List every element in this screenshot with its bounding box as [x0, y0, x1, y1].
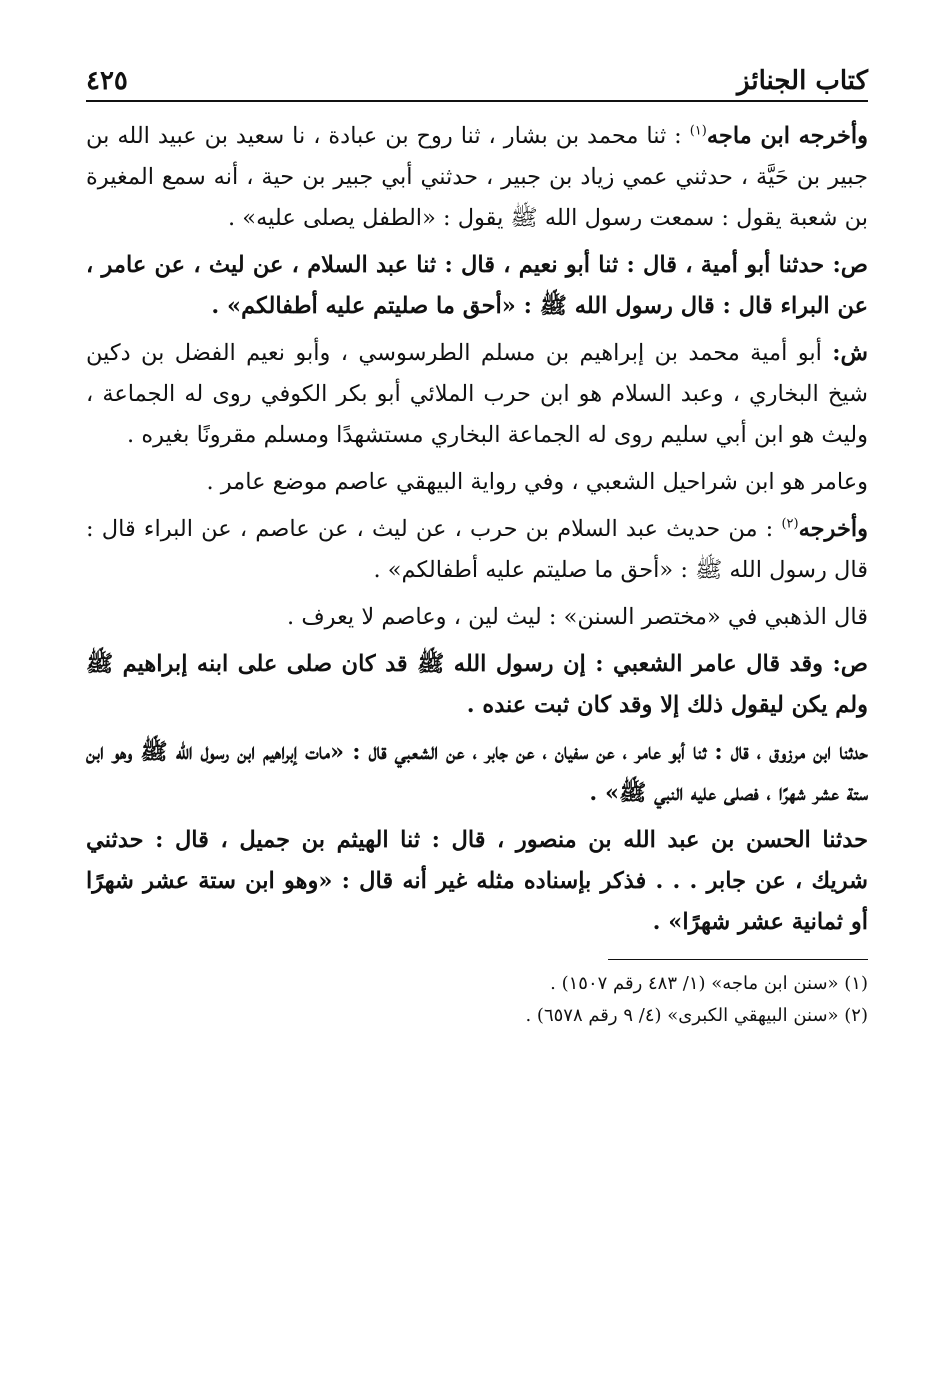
paragraph-ibn-majah [86, 116, 868, 239]
footnote-ref: (٢) [781, 516, 799, 532]
page-header [86, 56, 868, 102]
paragraph-lead: ش: [832, 340, 868, 366]
paragraph-akhrajahu [86, 509, 868, 591]
chapter-title: كتاب الجنائز [737, 66, 868, 96]
footnote-2: (٢) «سنن البيهقي الكبرى» (٤/ ٩ رقم ٦٥٧٨) . [525, 1005, 868, 1026]
paragraph-lead: وأخرجه ابن ماجه [706, 123, 868, 149]
paragraph-lead: وأخرجه [798, 516, 868, 542]
page-number: ٤٢٥ [86, 66, 128, 96]
paragraph-text: : من حديث عبد السلام بن حرب ، عن ليث ، عن عاصم ، عن البراء قال : قال رسول الله ﷺ : «أحق ما صليتم عليه أطفالكم» . [86, 516, 868, 583]
book-page [86, 56, 868, 1346]
paragraph-sad-2: ص: وقد قال عامر الشعبي : إن رسول الله ﷺ قد كان صلى على ابنه إبراهيم ﷺ ولم يكن ليقول ذلك إلا وقد كان ثبت عنده . [86, 651, 868, 718]
paragraph-ibn-marzuq: حدثنا ابن مرزوق ، قال : ثنا أبو عامر ، عن سفيان ، عن جابر ، عن الشعبي قال : «مات إبراهيم ابن رسول الله ﷺ وهو ابن ستة عشر شهرًا ، فصلى عليه النبي ﷺ» . [86, 739, 868, 806]
footnote-1: (١) «سنن ابن ماجه» (١/ ٤٨٣ رقم ١٥٠٧) . [550, 973, 868, 994]
paragraph-sad-1: ص: حدثنا أبو أمية ، قال : ثنا أبو نعيم ، قال : ثنا عبد السلام ، عن ليث ، عن عامر ، عن البراء قال : قال رسول الله ﷺ : «أحق ما صليتم عليه أطفالكم» . [86, 252, 868, 319]
paragraph-text: : ثنا محمد بن بشار ، ثنا روح بن عبادة ، نا سعيد بن عبيد الله بن جبير بن حَيَّة ، حدثني عمي زياد بن جبير ، حدثني أبي جبير بن حية ، أنه سمع المغيرة بن شعبة يقول : سمعت رسول الله ﷺ يقول : «الطفل يصلى عليه» . [86, 123, 868, 231]
footnote-ref: (١) [689, 123, 707, 139]
paragraph-text: أبو أمية محمد بن إبراهيم بن مسلم الطرسوسي ، وأبو نعيم الفضل بن دكين شيخ البخاري ، وعبد السلام هو ابن حرب الملائي أبو بكر الكوفي روى له الجماعة ، وليث هو ابن أبي سليم روى له الجماعة البخاري مستشهدًا ومسلم مقرونًا بغيره . [86, 340, 868, 448]
paragraph-dhahabi: قال الذهبي في «مختصر السنن» : ليث لين ، وعاصم لا يعرف . [287, 604, 868, 630]
paragraph-shin [86, 333, 868, 456]
paragraph-hasan: حدثنا الحسن بن عبد الله بن منصور ، قال : ثنا الهيثم بن جميل ، قال : حدثني شريك ، عن جابر . . . فذكر بإسناده مثله غير أنه قال : «وهو ابن ستة عشر شهرًا أو ثمانية عشر شهرًا» . [86, 827, 868, 935]
footnote-divider [608, 959, 868, 960]
page-body [86, 116, 868, 1032]
paragraph-amir: وعامر هو ابن شراحيل الشعبي ، وفي رواية البيهقي عاصم موضع عامر . [206, 469, 868, 495]
